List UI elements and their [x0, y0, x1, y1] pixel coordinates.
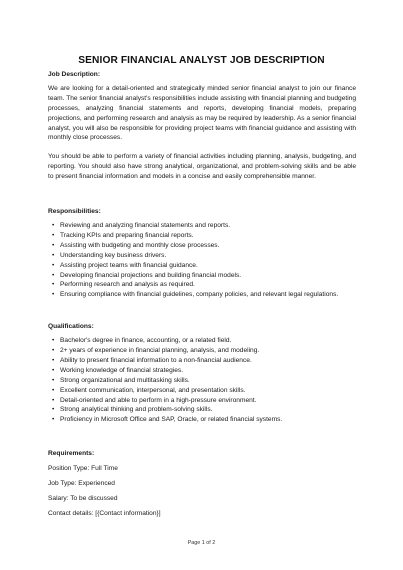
bullet-icon: • [52, 221, 55, 229]
bullet-icon: • [52, 396, 55, 404]
bullet-icon: • [52, 241, 55, 249]
job-description-paragraph-2: You should be able to perform a variety of financial activities including planning, analysis, budgeting, and reporting. You should also have strong analytical, organizational, and problem-solving skills and be able to present financial information and models in a concise and easily comprehensible manner. [48, 153, 356, 181]
bullet-icon: • [52, 261, 55, 269]
list-item: • Understanding key business drivers. [52, 251, 167, 259]
page-number: Page 1 of 2 [187, 540, 216, 546]
list-item: • Reviewing and analyzing financial statements and reports. [52, 221, 231, 229]
list-item: • Ability to present financial information to a non-financial audience. [52, 356, 252, 364]
bullet-icon: • [52, 281, 55, 289]
qualifications-heading: Qualifications: [48, 323, 94, 331]
list-item: • Strong analytical thinking and problem-solving skills. [52, 406, 213, 414]
list-item: • 2+ years of experience in financial planning, analysis, and modeling. [52, 347, 260, 355]
job-type: Job Type: Experienced [48, 480, 115, 488]
responsibilities-heading: Responsibilities: [48, 208, 101, 216]
bullet-icon: • [52, 406, 55, 414]
document-body [48, 70, 356, 519]
list-item: • Bachelor's degree in finance, accounting, or a related field. [52, 337, 232, 345]
responsibilities-list [48, 221, 356, 300]
salary: Salary: To be discussed [48, 495, 118, 502]
list-item: • Detail-oriented and able to perform in a high-pressure environment. [52, 396, 257, 404]
position-type: Position Type: Full Time [48, 465, 118, 473]
bullet-icon: • [52, 271, 55, 279]
list-item: • Ensuring compliance with financial guidelines, company policies, and relevant legal regulations. [52, 291, 339, 299]
list-item: • Assisting project teams with financial guidance. [52, 261, 198, 269]
bullet-icon: • [52, 337, 55, 345]
list-item: • Working knowledge of financial strategies. [52, 366, 184, 374]
list-item: • Developing financial projections and building financial models. [52, 271, 242, 279]
bullet-icon: • [52, 376, 55, 384]
requirements-heading: Requirements: [48, 450, 95, 458]
contact-details: Contact details: [{Contact information}] [48, 509, 161, 517]
bullet-icon: • [52, 366, 55, 374]
list-item: • Excellent communication, interpersonal, and presentation skills. [52, 386, 246, 394]
job-description-paragraph-1: We are looking for a detail-oriented and strategically minded senior financial analyst to join our finance team. The senior financial analyst's responsibilities include assisting with financial planning and budgeting processes, analyzing financial statements and reports, developing financial models, preparing projections, and performing research and analysis as may be required by leadership. As a senior financial analyst, you will also be responsible for providing project teams with financial guidance and assisting with monthly close processes. [48, 84, 356, 142]
bullet-icon: • [52, 231, 55, 239]
list-item: • Assisting with budgeting and monthly close processes. [52, 241, 220, 249]
bullet-icon: • [52, 386, 55, 394]
bullet-icon: • [52, 291, 55, 299]
qualifications-list [48, 336, 356, 425]
job-description-heading: Job Description: [48, 71, 101, 78]
bullet-icon: • [52, 347, 55, 355]
bullet-icon: • [52, 251, 55, 259]
list-item: • Proficiency in Microsoft Office and SAP, Oracle, or related financial systems. [52, 416, 283, 424]
bullet-icon: • [52, 356, 55, 364]
list-item: • Performing research and analysis as required. [52, 281, 195, 289]
list-item: • Tracking KPIs and preparing financial reports. [52, 231, 194, 239]
list-item: • Strong organizational and multitasking skills. [52, 376, 190, 384]
page-title: SENIOR FINANCIAL ANALYST JOB DESCRIPTION [78, 55, 325, 66]
bullet-icon: • [52, 416, 55, 424]
